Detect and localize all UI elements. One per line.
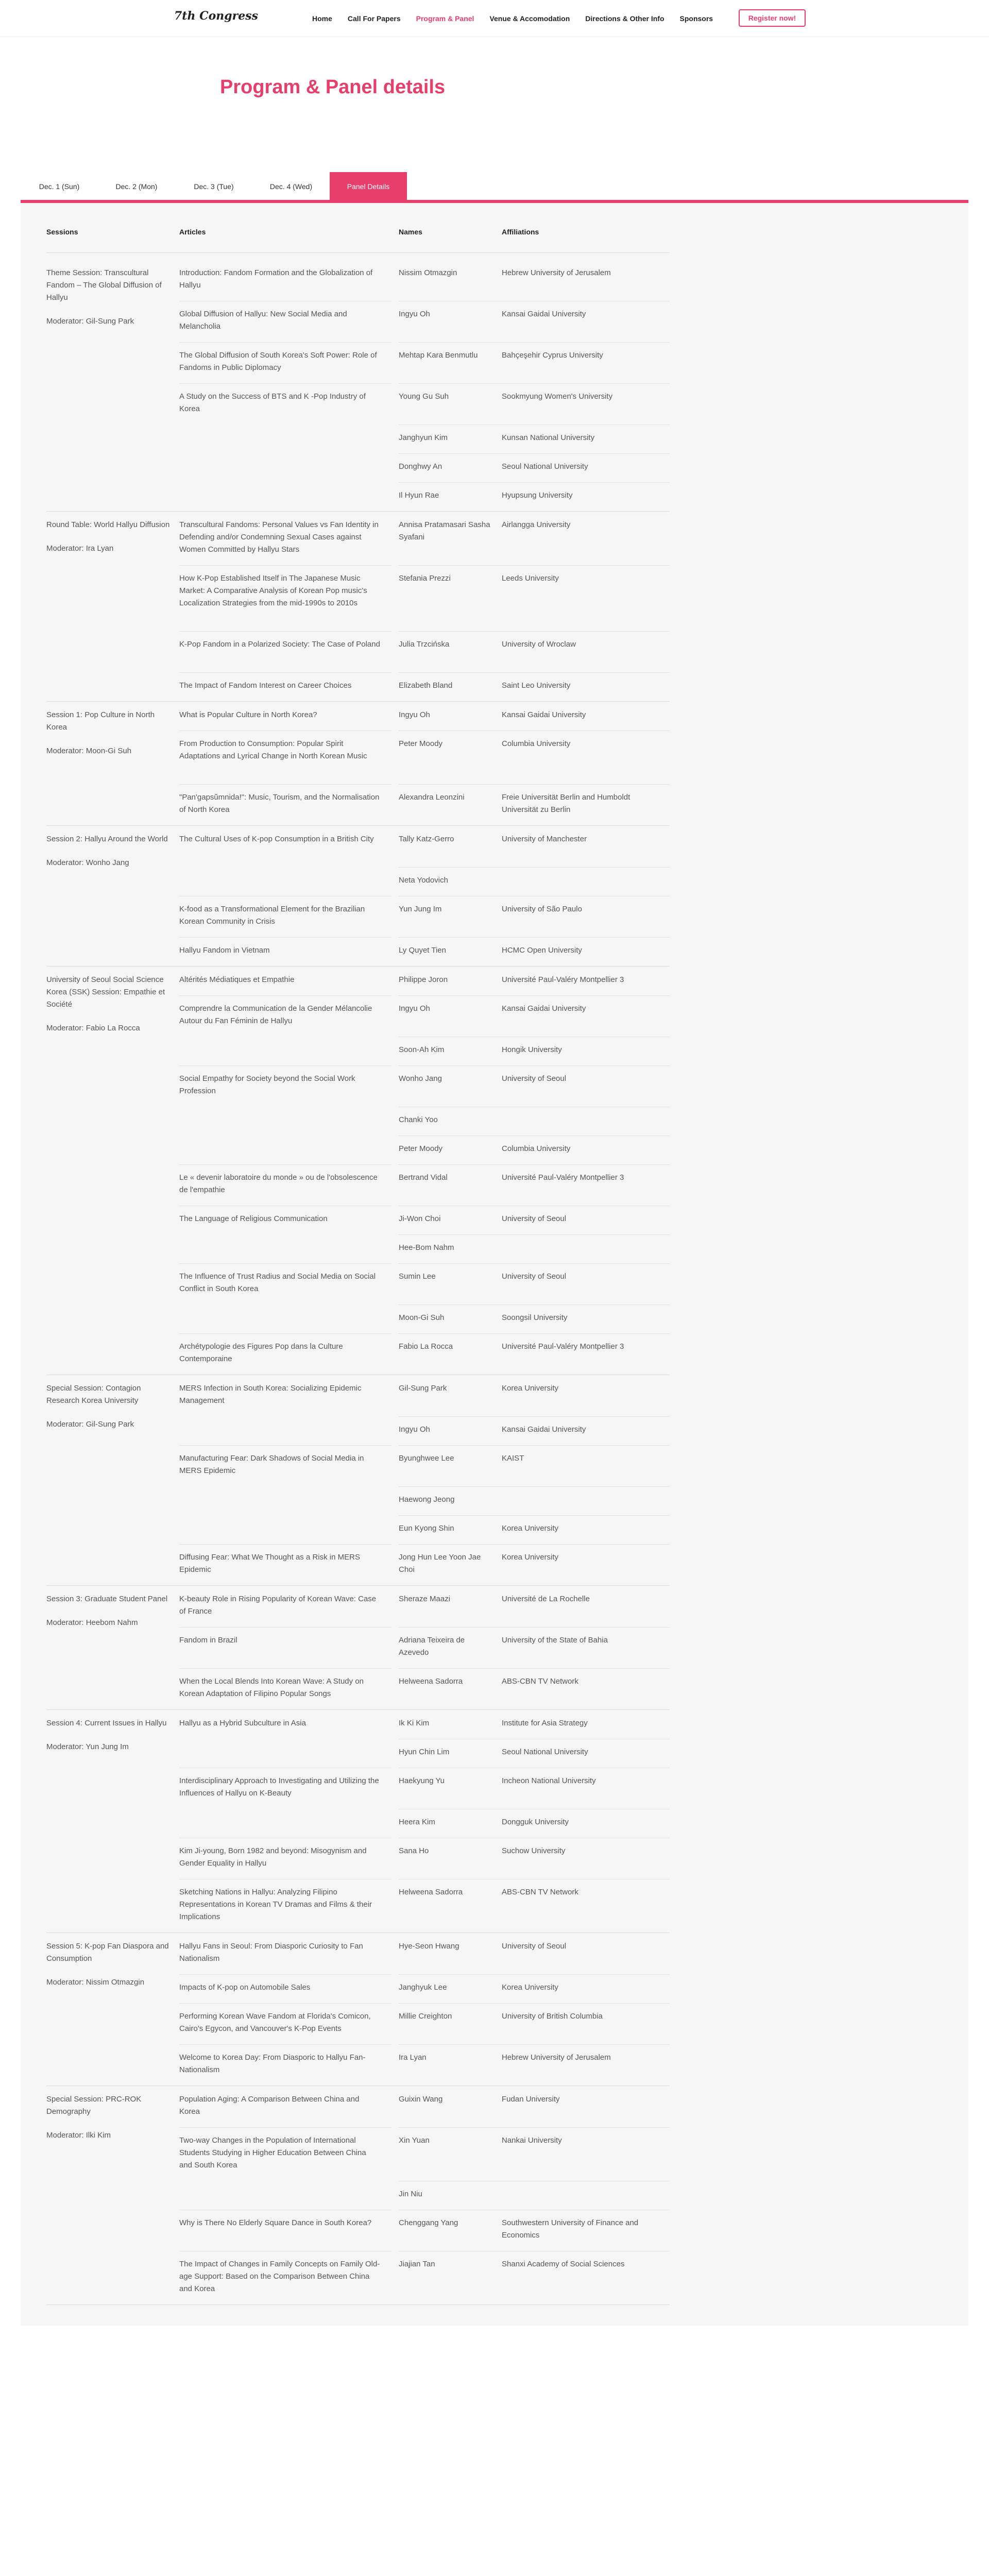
- article-title: Interdisciplinary Approach to Investigating and Utilizing the Influences of Hallyu on K-Beauty: [179, 1776, 379, 1798]
- article-title: Two-way Changes in the Population of International Students Studying in Higher Education Between China and South Korea: [179, 2136, 366, 2170]
- article-divider: [179, 1668, 391, 1669]
- article-title: Global Diffusion of Hallyu: New Social Media and Melancholia: [179, 310, 347, 331]
- person-affiliation: University of British Columbia: [502, 2012, 603, 2021]
- person-divider: [399, 453, 670, 454]
- person-name: Young Gu Suh: [399, 392, 449, 401]
- person-name: Hye-Seon Hwang: [399, 1942, 459, 1951]
- article-divider: [179, 1544, 391, 1545]
- session-name: Theme Session: Transcultural Fandom – The Global Diffusion of Hallyu: [46, 268, 162, 302]
- person-affiliation: ABS-CBN TV Network: [502, 1677, 578, 1686]
- person-divider: [399, 937, 670, 938]
- person-affiliation: Bahçeşehir Cyprus University: [502, 351, 603, 360]
- person-affiliation: Incheon National University: [502, 1776, 596, 1785]
- article-title: Hallyu Fans in Seoul: From Diasporic Curiosity to Fan Nationalism: [179, 1942, 363, 1963]
- article-title: A Study on the Success of BTS and K -Pop Industry of Korea: [179, 392, 366, 413]
- person-divider: [399, 1234, 670, 1235]
- person-name: Neta Yodovich: [399, 876, 448, 885]
- session-title: [46, 2093, 173, 2142]
- person-affiliation: Hyupsung University: [502, 491, 573, 500]
- article-divider: [179, 1164, 391, 1165]
- person-divider: [399, 565, 670, 566]
- article-divider: [179, 995, 391, 996]
- person-divider: [399, 995, 670, 996]
- person-affiliation: University of the State of Bahia: [502, 1636, 608, 1645]
- session-divider: [46, 2304, 670, 2305]
- session-divider: [46, 966, 670, 967]
- article-title: The Global Diffusion of South Korea's Soft Power: Role of Fandoms in Public Diplomacy: [179, 351, 377, 372]
- person-name: Eun Kyong Shin: [399, 1524, 454, 1533]
- person-name: Helweena Sadorra: [399, 1888, 463, 1896]
- person-divider: [399, 631, 670, 632]
- person-affiliation: Korea University: [502, 1553, 559, 1562]
- article-title: Sketching Nations in Hallyu: Analyzing Filipino Representations in Korean TV Dramas and Films & their Implications: [179, 1888, 372, 1921]
- tab-panel-details[interactable]: Panel Details: [330, 172, 407, 201]
- page-title: Program & Panel details: [220, 76, 446, 98]
- person-affiliation: HCMC Open University: [502, 946, 582, 955]
- person-divider: [399, 1416, 670, 1417]
- person-divider: [399, 1445, 670, 1446]
- article-title: Population Aging: A Comparison Between China and Korea: [179, 2095, 360, 2116]
- session-title: [46, 519, 173, 555]
- nav-program-panel[interactable]: Program & Panel: [416, 14, 474, 23]
- article-title: K-Pop Fandom in a Polarized Society: The Case of Poland: [179, 640, 380, 649]
- article-title: The Influence of Trust Radius and Social Media on Social Conflict in South Korea: [179, 1272, 376, 1293]
- session-divider: [46, 1709, 670, 1710]
- person-divider: [399, 1304, 670, 1305]
- person-affiliation: Korea University: [502, 1384, 559, 1393]
- session-name: Session 4: Current Issues in Hallyu: [46, 1719, 167, 1727]
- person-name: Millie Creighton: [399, 2012, 452, 2021]
- tab-dec-3[interactable]: Dec. 3 (Tue): [175, 172, 252, 201]
- person-affiliation: Fudan University: [502, 2095, 560, 2104]
- session-divider: [46, 1585, 670, 1586]
- person-name: Haekyung Yu: [399, 1776, 445, 1785]
- person-affiliation: Seoul National University: [502, 462, 588, 471]
- person-affiliation: Kansai Gaidai University: [502, 710, 586, 719]
- person-divider: [399, 867, 670, 868]
- person-divider: [399, 1164, 670, 1165]
- person-divider: [399, 482, 670, 483]
- person-name: Julia Trzcińska: [399, 640, 450, 649]
- article-divider: [179, 784, 391, 785]
- article-divider: [179, 1627, 391, 1628]
- person-name: Tally Katz-Gerro: [399, 835, 454, 843]
- person-divider: [399, 1668, 670, 1669]
- person-divider: [399, 2003, 670, 2004]
- article-title: How K-Pop Established Itself in The Japanese Music Market: A Comparative Analysis of Korean Pop music's Localization Strategies from the mid-1990s to 2010s: [179, 574, 367, 607]
- article-title: Hallyu Fandom in Vietnam: [179, 946, 270, 955]
- person-name: Heera Kim: [399, 1818, 435, 1826]
- person-affiliation: Kunsan National University: [502, 433, 595, 442]
- day-tabs: [21, 172, 968, 201]
- person-name: Il Hyun Rae: [399, 491, 439, 500]
- article-title: Transcultural Fandoms: Personal Values vs Fan Identity in Defending and/or Condemning Sexual Cases against Women Committed by Hallyu Stars: [179, 520, 379, 554]
- person-affiliation: ABS-CBN TV Network: [502, 1888, 578, 1896]
- person-affiliation: University of Seoul: [502, 1942, 567, 1951]
- person-name: Xin Yuan: [399, 2136, 430, 2145]
- article-title: "Pan'gapsŭmnida!": Music, Tourism, and the Normalisation of North Korea: [179, 793, 380, 814]
- session-moderator: Moderator: Nissim Otmazgin: [46, 1978, 145, 1987]
- person-affiliation: Institute for Asia Strategy: [502, 1719, 588, 1727]
- article-title: Fandom in Brazil: [179, 1636, 237, 1645]
- article-title: Why is There No Elderly Square Dance in South Korea?: [179, 2218, 372, 2227]
- person-affiliation: Columbia University: [502, 1144, 571, 1153]
- article-divider: [179, 672, 391, 673]
- nav-directions[interactable]: Directions & Other Info: [585, 14, 664, 23]
- session-divider: [46, 825, 670, 826]
- article-divider: [179, 2044, 391, 2045]
- person-affiliation: University of Wroclaw: [502, 640, 576, 649]
- person-divider: [399, 2127, 670, 2128]
- person-name: Ingyu Oh: [399, 710, 430, 719]
- article-title: K-beauty Role in Rising Popularity of Korean Wave: Case of France: [179, 1595, 377, 1616]
- person-name: Fabio La Rocca: [399, 1342, 453, 1351]
- person-affiliation: Sookmyung Women's University: [502, 392, 613, 401]
- article-title: Performing Korean Wave Fandom at Florida's Comicon, Cairo's Egycon, and Vancouver's K-Pop Events: [179, 2012, 371, 2033]
- article-divider: [179, 631, 391, 632]
- person-name: Stefania Prezzi: [399, 574, 451, 583]
- session-moderator: Moderator: Moon-Gi Suh: [46, 747, 132, 755]
- person-name: Chanki Yoo: [399, 1115, 438, 1124]
- article-title: What is Popular Culture in North Korea?: [179, 710, 317, 719]
- person-name: Mehtap Kara Benmutlu: [399, 351, 478, 360]
- person-name: Sana Ho: [399, 1846, 429, 1855]
- article-title: The Cultural Uses of K-pop Consumption in a British City: [179, 835, 374, 843]
- person-affiliation: Université Paul-Valéry Montpellier 3: [502, 1173, 624, 1182]
- article-title: Hallyu as a Hybrid Subculture in Asia: [179, 1719, 306, 1727]
- person-affiliation: Seoul National University: [502, 1748, 588, 1756]
- person-name: Nissim Otmazgin: [399, 268, 457, 277]
- person-affiliation: Kansai Gaidai University: [502, 1004, 586, 1013]
- article-title: The Language of Religious Communication: [179, 1214, 328, 1223]
- person-name: Ji-Won Choi: [399, 1214, 441, 1223]
- person-divider: [399, 784, 670, 785]
- person-divider: [399, 1263, 670, 1264]
- column-header-articles: Articles: [179, 228, 206, 236]
- person-name: Peter Moody: [399, 1144, 443, 1153]
- person-divider: [399, 383, 670, 384]
- article-divider: [179, 565, 391, 566]
- person-affiliation: Columbia University: [502, 739, 571, 748]
- session-title: [46, 833, 173, 869]
- person-divider: [399, 672, 670, 673]
- person-affiliation: Korea University: [502, 1524, 559, 1533]
- article-title: The Impact of Changes in Family Concepts on Family Old-age Support: Based on the Comparison Between China and Korea: [179, 2260, 380, 2293]
- session-name: Session 5: K-pop Fan Diaspora and Consumption: [46, 1942, 169, 1963]
- article-title: Comprendre la Communication de la Gender Mélancolie Autour du Fan Féminin de Hallyu: [179, 1004, 372, 1025]
- person-affiliation: Hebrew University of Jerusalem: [502, 2053, 611, 2062]
- person-affiliation: Université Paul-Valéry Montpellier 3: [502, 1342, 624, 1351]
- column-header-sessions: Sessions: [46, 228, 78, 236]
- article-divider: [179, 342, 391, 343]
- person-divider: [399, 1515, 670, 1516]
- person-divider: [399, 1544, 670, 1545]
- session-title: [46, 1382, 173, 1431]
- session-name: Session 2: Hallyu Around the World: [46, 835, 168, 843]
- article-title: The Impact of Fandom Interest on Career Choices: [179, 681, 352, 690]
- article-divider: [179, 1974, 391, 1975]
- person-name: Gil-Sung Park: [399, 1384, 447, 1393]
- article-title: From Production to Consumption: Popular Spirit Adaptations and Lyrical Change in North Korean Music: [179, 739, 367, 760]
- article-title: Kim Ji-young, Born 1982 and beyond: Misogynism and Gender Equality in Hallyu: [179, 1846, 367, 1868]
- register-button[interactable]: Register now!: [739, 9, 806, 27]
- header-divider: [46, 252, 670, 253]
- session-name: Session 3: Graduate Student Panel: [46, 1595, 168, 1603]
- person-name: Soon-Ah Kim: [399, 1045, 445, 1054]
- person-name: Peter Moody: [399, 739, 443, 748]
- session-title: [46, 1717, 173, 1753]
- person-affiliation: University of Manchester: [502, 835, 587, 843]
- session-title: [46, 1940, 173, 1989]
- session-name: Special Session: PRC-ROK Demography: [46, 2095, 142, 2116]
- person-name: Sumin Lee: [399, 1272, 436, 1281]
- session-moderator: Moderator: Fabio La Rocca: [46, 1024, 140, 1032]
- session-title: [46, 267, 173, 328]
- person-name: Jong Hun Lee Yoon Jae Choi: [399, 1553, 481, 1574]
- person-name: Jiajian Tan: [399, 2260, 435, 2268]
- article-title: MERS Infection in South Korea: Socializing Epidemic Management: [179, 1384, 362, 1405]
- article-title: Diffusing Fear: What We Thought as a Risk in MERS Epidemic: [179, 1553, 360, 1574]
- session-title: [46, 1593, 173, 1629]
- person-affiliation: Saint Leo University: [502, 681, 571, 690]
- article-title: Introduction: Fandom Formation and the Globalization of Hallyu: [179, 268, 373, 290]
- session-name: Round Table: World Hallyu Diffusion: [46, 520, 170, 529]
- article-divider: [179, 937, 391, 938]
- person-name: Philippe Joron: [399, 975, 448, 984]
- person-name: Chenggang Yang: [399, 2218, 458, 2227]
- article-title: Le « devenir laboratoire du monde » ou de l'obsolescence de l'empathie: [179, 1173, 378, 1194]
- person-affiliation: Hongik University: [502, 1045, 562, 1054]
- column-header-affiliations: Affiliations: [502, 228, 539, 236]
- panel-details-table: [21, 203, 968, 2326]
- nav-call-for-papers[interactable]: Call For Papers: [347, 14, 401, 23]
- session-moderator: Moderator: Heebom Nahm: [46, 1618, 138, 1627]
- session-moderator: Moderator: Wonho Jang: [46, 858, 129, 867]
- person-affiliation: Leeds University: [502, 574, 559, 583]
- person-affiliation: Kansai Gaidai University: [502, 310, 586, 318]
- person-name: Ingyu Oh: [399, 1425, 430, 1434]
- article-title: Social Empathy for Society beyond the Social Work Profession: [179, 1074, 355, 1095]
- person-affiliation: Dongguk University: [502, 1818, 569, 1826]
- person-name: Byunghwee Lee: [399, 1454, 454, 1463]
- site-header: [0, 0, 989, 37]
- person-name: Sheraze Maazi: [399, 1595, 451, 1603]
- article-title: Welcome to Korea Day: From Diasporic to Hallyu Fan-Nationalism: [179, 2053, 366, 2074]
- person-affiliation: University of Seoul: [502, 1074, 567, 1083]
- person-name: Ingyu Oh: [399, 310, 430, 318]
- person-divider: [399, 1486, 670, 1487]
- tab-dec-1[interactable]: Dec. 1 (Sun): [21, 172, 98, 201]
- person-name: Adriana Teixeira de Azevedo: [399, 1636, 465, 1657]
- article-divider: [179, 383, 391, 384]
- main-nav: [312, 11, 728, 26]
- person-name: Jin Niu: [399, 2190, 422, 2198]
- person-affiliation: Université de La Rochelle: [502, 1595, 590, 1603]
- session-divider: [46, 701, 670, 702]
- person-affiliation: Korea University: [502, 1983, 559, 1992]
- person-affiliation: Airlangga University: [502, 520, 571, 529]
- article-divider: [179, 1445, 391, 1446]
- person-affiliation: KAIST: [502, 1454, 524, 1463]
- article-title: Altérités Médiatiques et Empathie: [179, 975, 295, 984]
- person-name: Hee-Bom Nahm: [399, 1243, 454, 1252]
- article-divider: [179, 2003, 391, 2004]
- session-name: Session 1: Pop Culture in North Korea: [46, 710, 155, 732]
- person-affiliation: Freie Universität Berlin and Humboldt Universität zu Berlin: [502, 793, 630, 814]
- tab-dec-2[interactable]: Dec. 2 (Mon): [98, 172, 175, 201]
- person-affiliation: Shanxi Academy of Social Sciences: [502, 2260, 625, 2268]
- person-name: Donghwy An: [399, 462, 442, 471]
- article-title: Impacts of K-pop on Automobile Sales: [179, 1983, 311, 1992]
- person-name: Wonho Jang: [399, 1074, 442, 1083]
- person-name: Janghyuk Lee: [399, 1983, 447, 1992]
- person-name: Ly Quyet Tien: [399, 946, 446, 955]
- person-name: Janghyun Kim: [399, 433, 448, 442]
- person-divider: [399, 1333, 670, 1334]
- session-title: [46, 709, 173, 757]
- person-name: Hyun Chin Lim: [399, 1748, 450, 1756]
- person-name: Haewong Jeong: [399, 1495, 455, 1504]
- person-divider: [399, 1627, 670, 1628]
- person-divider: [399, 342, 670, 343]
- tab-dec-4[interactable]: Dec. 4 (Wed): [252, 172, 330, 201]
- person-affiliation: University of Seoul: [502, 1272, 567, 1281]
- person-affiliation: University of Seoul: [502, 1214, 567, 1223]
- person-name: Helweena Sadorra: [399, 1677, 463, 1686]
- article-divider: [179, 1263, 391, 1264]
- person-name: Ira Lyan: [399, 2053, 427, 2062]
- person-name: Alexandra Leonzini: [399, 793, 465, 802]
- article-title: When the Local Blends Into Korean Wave: A Study on Korean Adaptation of Filipino Popular Songs: [179, 1677, 364, 1698]
- person-name: Yun Jung Im: [399, 905, 442, 913]
- session-divider: [46, 511, 670, 512]
- session-moderator: Moderator: Gil-Sung Park: [46, 317, 134, 326]
- person-affiliation: Université Paul-Valéry Montpellier 3: [502, 975, 624, 984]
- nav-venue[interactable]: Venue & Accomodation: [489, 14, 570, 23]
- person-name: Guixin Wang: [399, 2095, 443, 2104]
- person-affiliation: Kansai Gaidai University: [502, 1425, 586, 1434]
- session-moderator: Moderator: Ilki Kim: [46, 2131, 111, 2140]
- person-divider: [399, 2044, 670, 2045]
- person-affiliation: Hebrew University of Jerusalem: [502, 268, 611, 277]
- person-divider: [399, 1974, 670, 1975]
- person-name: Ik Ki Kim: [399, 1719, 430, 1727]
- article-title: Manufacturing Fear: Dark Shadows of Social Media in MERS Epidemic: [179, 1454, 364, 1475]
- person-divider: [399, 1065, 670, 1066]
- article-divider: [179, 1065, 391, 1066]
- article-divider: [179, 1333, 391, 1334]
- session-name: University of Seoul Social Science Korea (SSK) Session: Empathie et Société: [46, 975, 165, 1009]
- session-title: [46, 974, 173, 1035]
- person-name: Elizabeth Bland: [399, 681, 453, 690]
- nav-sponsors[interactable]: Sponsors: [679, 14, 713, 23]
- session-moderator: Moderator: Yun Jung Im: [46, 1742, 129, 1751]
- person-affiliation: University of São Paulo: [502, 905, 582, 913]
- person-affiliation: Southwestern University of Finance and Economics: [502, 2218, 639, 2240]
- person-name: Moon-Gi Suh: [399, 1313, 445, 1322]
- person-affiliation: Soongsil University: [502, 1313, 568, 1322]
- article-divider: [179, 2127, 391, 2128]
- article-title: Archétypologie des Figures Pop dans la Culture Contemporaine: [179, 1342, 343, 1363]
- site-logo[interactable]: 7th Congress: [174, 9, 259, 23]
- person-affiliation: Suchow University: [502, 1846, 566, 1855]
- person-name: Annisa Pratamasari Sasha Syafani: [399, 520, 490, 541]
- session-name: Special Session: Contagion Research Korea University: [46, 1384, 141, 1405]
- nav-home[interactable]: Home: [312, 14, 332, 23]
- person-affiliation: Nankai University: [502, 2136, 562, 2145]
- column-header-names: Names: [399, 228, 422, 236]
- session-moderator: Moderator: Gil-Sung Park: [46, 1420, 134, 1429]
- person-name: Ingyu Oh: [399, 1004, 430, 1013]
- person-name: Bertrand Vidal: [399, 1173, 448, 1182]
- article-title: K-food as a Transformational Element for the Brazilian Korean Community in Crisis: [179, 905, 365, 926]
- session-moderator: Moderator: Ira Lyan: [46, 544, 114, 553]
